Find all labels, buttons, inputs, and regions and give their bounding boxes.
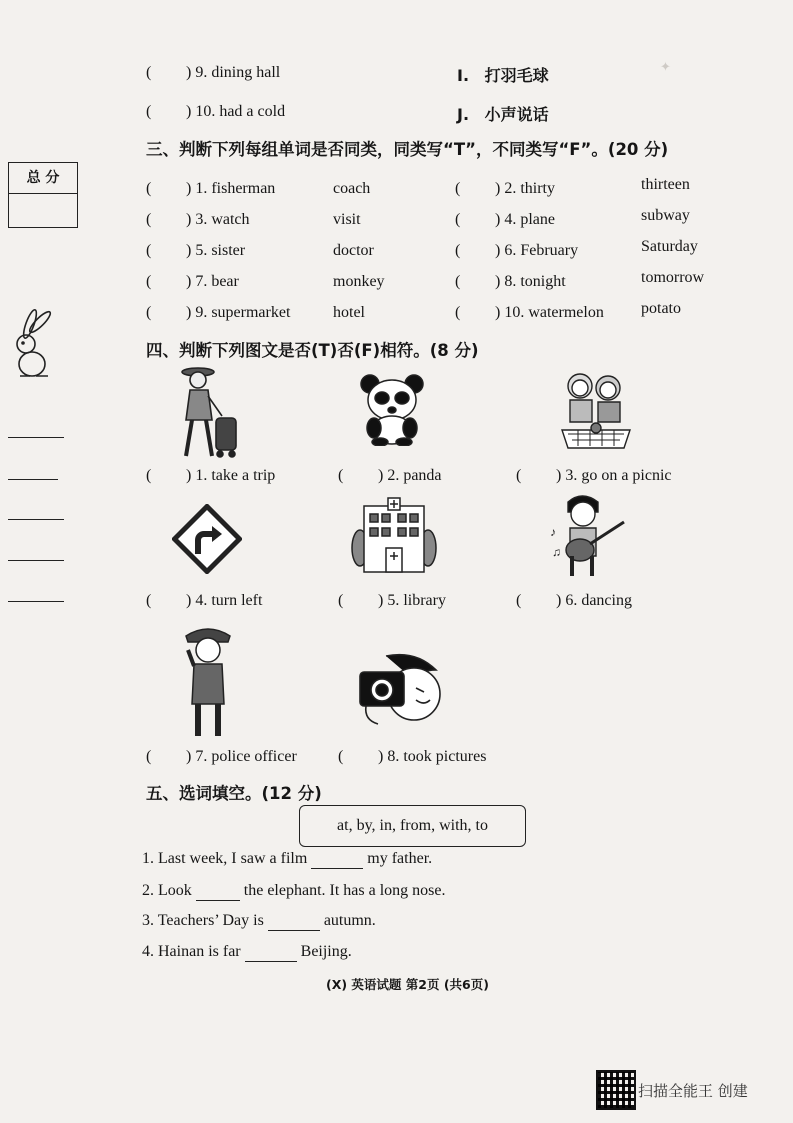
fill-blank-sentence-1: 1. Last week, I saw a film my father. [142,850,433,867]
match-right-I [457,63,549,86]
picture-item-4: ( ) 4. turn left [146,592,263,609]
police-officer-icon [180,622,236,740]
word-pair-b2-3: tomorrow [641,269,705,286]
word-pair-a-3: ( ) 7. bear [146,273,239,290]
fill-blank-sentence-4: 4. Hainan is far Beijing. [142,943,352,960]
answer-blank[interactable] [268,912,320,931]
name-line-5 [8,601,64,602]
word-pair-a-2: ( ) 5. sister [146,242,246,259]
traveler-icon [170,362,246,462]
name-line-4 [8,560,64,561]
name-line-3 [8,519,64,520]
panda-icon [358,372,426,446]
rabbit-icon [6,302,56,382]
total-score-label: 总 分 [9,163,77,194]
word-bank-box [299,805,526,847]
word-pair-b-2: ( ) 6. February [455,242,579,259]
word-pair-b-3: ( ) 8. tonight [455,273,566,290]
word-bank-text: at, by, in, from, with, to [337,817,488,834]
word-pair-a2-2: doctor [333,242,374,259]
word-pair-b2-1: subway [641,207,690,224]
word-pair-b-0: ( ) 2. thirty [455,180,555,197]
answer-blank[interactable] [196,882,240,901]
word-pair-b2-0: thirteen [641,176,690,193]
word-pair-a2-0: coach [333,180,371,197]
word-pair-b2-4: potato [641,300,681,317]
match-text-I: 打羽毛球 [484,66,549,85]
answer-blank[interactable] [311,850,363,869]
word-pair-b-1: ( ) 4. plane [455,211,555,228]
page-footer: (X) 英语试题 第2页 (共6页) [326,977,489,992]
section5-title: 五、选词填空。(12 分) [146,784,322,803]
word-pair-b-4: ( ) 10. watermelon [455,304,604,321]
word-pair-a-0: ( ) 1. fisherman [146,180,276,197]
turn-right-sign-icon [172,504,242,574]
word-pair-a-4: ( ) 9. supermarket [146,304,291,321]
picture-item-8: ( ) 8. took pictures [338,748,487,765]
match-right-J [457,102,549,125]
hospital-building-icon [350,496,438,576]
match-row-9: ( ) 9. dining hall [146,64,281,81]
match-left-10: 10. had a cold [195,103,286,120]
name-line-2 [8,479,58,480]
section4-title: 四、判断下列图文是否(T)否(F)相符。(8 分) [146,341,479,360]
match-text-J: 小声说话 [484,105,549,124]
word-pair-a-1: ( ) 3. watch [146,211,250,228]
name-line-1 [8,437,64,438]
bleed-through-decoration: ✦ [660,60,671,75]
svg-text:♫: ♫ [552,545,561,559]
word-pair-a2-3: monkey [333,273,385,290]
picture-item-1: ( ) 1. take a trip [146,467,276,484]
picnic-icon [558,368,634,452]
word-pair-a2-1: visit [333,211,361,228]
watermark-text: 扫描全能王 创建 [638,1082,748,1100]
svg-text:♪: ♪ [550,525,556,539]
match-left-9: 9. dining hall [195,64,281,81]
picture-item-2: ( ) 2. panda [338,467,442,484]
picture-item-7: ( ) 7. police officer [146,748,297,765]
camera-person-icon [356,652,446,730]
guitar-player-icon [546,492,630,578]
section3-title: 三、判断下列每组单词是否同类，同类写“T”，不同类写“F”。(20 分) [146,140,669,159]
picture-item-3: ( ) 3. go on a picnic [516,467,672,484]
fill-blank-sentence-2: 2. Look the elephant. It has a long nose. [142,882,446,899]
match-row-10: ( ) 10. had a cold [146,103,286,120]
match-letter-I: I. [457,66,470,85]
picture-item-6: ( ) 6. dancing [516,592,632,609]
word-pair-b2-2: Saturday [641,238,698,255]
fill-blank-sentence-3: 3. Teachers’ Day is autumn. [142,912,376,929]
word-pair-a2-4: hotel [333,304,365,321]
match-letter-J: J. [457,105,470,124]
qr-code-icon [596,1070,636,1110]
answer-blank[interactable] [245,943,297,962]
total-score-box [8,162,78,228]
picture-item-5: ( ) 5. library [338,592,446,609]
